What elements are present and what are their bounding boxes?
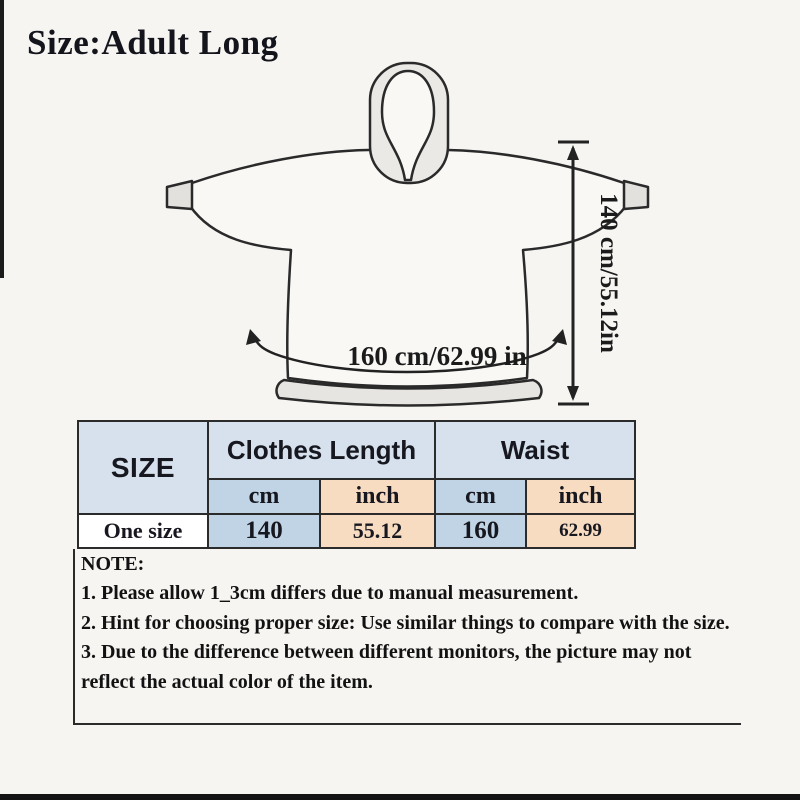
waist-inch-value: 62.99: [526, 514, 635, 548]
table-row: [78, 514, 635, 548]
waist-header: Waist: [435, 421, 635, 479]
left-cuff: [167, 181, 192, 209]
notes-heading: NOTE:: [81, 553, 145, 575]
unit-inch-waist: inch: [526, 479, 635, 514]
arrow-down-icon: [567, 386, 579, 401]
unit-cm-waist: cm: [435, 479, 526, 514]
length-cm-value: 140: [208, 514, 320, 548]
clothes-length-header: Clothes Length: [208, 421, 435, 479]
note-item-3: 3. Due to the difference between different monitors, the picture may not reflect the actual color of the item.: [81, 641, 692, 693]
size-value: One size: [78, 514, 208, 548]
waist-cm-value: 160: [435, 514, 526, 548]
right-cuff: [624, 181, 648, 209]
note-item-1: 1. Please allow 1_3cm differs due to manual measurement.: [81, 582, 579, 605]
size-column-header: SIZE: [78, 421, 208, 514]
waist-label: 160 cm/62.99 in: [347, 341, 527, 371]
notes-section: [73, 549, 741, 725]
table-header-row: [78, 421, 635, 479]
length-inch-value: 55.12: [320, 514, 435, 548]
page-title: Size:Adult Long: [27, 23, 279, 62]
bottom-edge-strip: [0, 794, 800, 800]
note-item-2: 2. Hint for choosing proper size: Use similar things to compare with the size.: [81, 611, 730, 634]
unit-cm-length: cm: [208, 479, 320, 514]
arrow-up-icon: [567, 145, 579, 160]
unit-inch-length: inch: [320, 479, 435, 514]
size-table: [77, 420, 636, 549]
length-label: 140 cm/55.12in: [595, 193, 622, 353]
